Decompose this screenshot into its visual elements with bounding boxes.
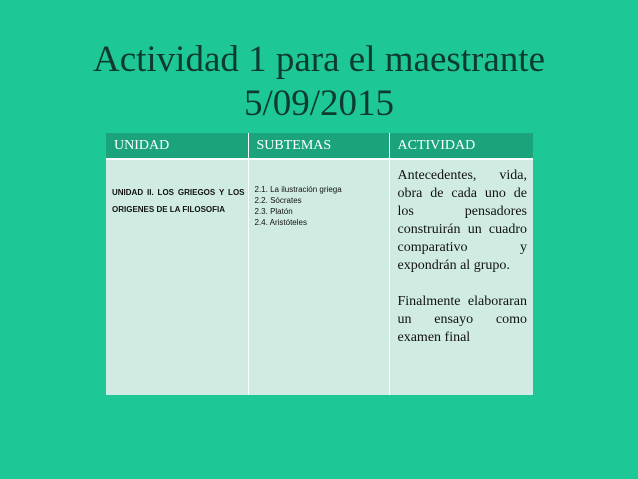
table-row bbox=[106, 159, 533, 395]
slide-title-line-1: Actividad 1 para el maestrante bbox=[92, 39, 546, 80]
subtopics-cell bbox=[248, 159, 389, 395]
activity-paragraph: Antecedentes, vida, obra de cada uno de los pensadores construirán un cuadro comparativo y expondrán al grupo. bbox=[397, 168, 527, 273]
unit-cell bbox=[106, 159, 248, 395]
subtopic-item: 2.1. La ilustración griega bbox=[254, 185, 342, 194]
header-subtemas: SUBTEMAS bbox=[248, 133, 389, 159]
table-header-row bbox=[106, 133, 533, 159]
activity-paragraph: Finalmente elaboraran un ensayo como examen final bbox=[397, 294, 527, 345]
header-unidad: UNIDAD bbox=[106, 133, 248, 159]
subtopic-item: 2.2. Sócrates bbox=[254, 196, 302, 205]
slide-title bbox=[0, 38, 638, 126]
activity-cell bbox=[389, 159, 533, 395]
header-actividad: ACTIVIDAD bbox=[389, 133, 533, 159]
subtopic-item: 2.4. Aristóteles bbox=[254, 218, 307, 227]
slide-title-date: 5/09/2015 bbox=[243, 83, 395, 124]
subtopic-item: 2.3. Platón bbox=[254, 207, 293, 216]
unit-text: UNIDAD II. LOS GRIEGOS Y LOS ORIGENES DE LA FILOSOFIA bbox=[112, 188, 245, 214]
activity-table bbox=[106, 133, 533, 395]
subtopic-list bbox=[255, 184, 386, 228]
